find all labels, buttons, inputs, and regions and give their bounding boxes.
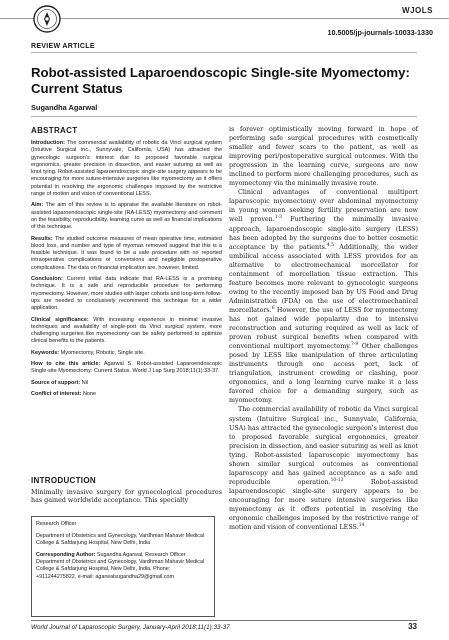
abstract-label: Introduction: (31, 140, 65, 146)
abstract-label: Results: (31, 235, 53, 242)
support-label: Source of support: (31, 379, 81, 386)
abstract-significance: With increasing experience in minimal invasive techniques and availability of single-port da Vinci surgical system, more challenging surgeries like myomectomy can be safely performed to optimize clinical benefits to the patients. (31, 316, 223, 345)
footer-rule (31, 620, 417, 621)
reference-marker[interactable]: 4,5 (326, 242, 335, 248)
keywords: Myomectomy, Robotic, Single site. (60, 349, 145, 356)
article-type: REVIEW ARTICLE (31, 43, 95, 50)
support-value: Nil (81, 379, 89, 386)
divider (31, 116, 417, 117)
abstract-results: The studied outcome measures of mean operative time, estimated blood loss, and number and type of myomas removed suggest that this is a feasible technique. It was found to be a safe procedure with no reported intraoperative complications or conversions and negligible postoperative complications. The data on financial implication are, however, limited. (31, 235, 222, 271)
reference-marker[interactable]: 1-3 (274, 215, 283, 221)
journal-tag: WJOLS (402, 6, 433, 15)
abstract-conclusion: Current initial data indicate that RA-LESS is a promising technique. It is a safe and reproducible procedure for performing myomectomy. However, more studies with larger cohorts and long-term follow-ups are needed to conclusively recommend this technique for a wider application. (31, 276, 223, 312)
right-column-text (229, 125, 418, 532)
abstract-body (31, 140, 222, 402)
corresponding-label: Corresponding Author: (36, 552, 96, 559)
abstract-aim: The aim of this review is to appraise the available literature on robot-assisted laparoendoscopic single-site (RA-LESS) myomectomy and comment on the feasibility, reproducibility, learning curve as well as financial implications of this technique. (31, 202, 222, 231)
introduction-text: Minimally invasive surgery for gynecological procedures has gained worldwide acceptance. This specialty (31, 489, 222, 505)
keywords-label: Keywords: (31, 349, 60, 356)
divider (31, 52, 417, 53)
footer-citation: World Journal of Laparoscopic Surgery, January-April 2018;11(1):33-37 (31, 624, 230, 631)
body-paragraph: is forever optimistically moving forward in hope of performing safe surgical procedures with cosmetically smaller and fewer scars to the patient, as well as improving peri/postoperative surgical outcomes. With the progression in the learning curve, surgeons are now inclined to perform more challenging procedures, such as myomectomy via the minimally invasive route. (229, 126, 418, 188)
author-department: Department of Obstetrics and Gynecology, Vardhman Mahavir Medical College & Safdarjung Hospital, New Delhi, India (36, 533, 205, 547)
reference-marker[interactable]: 14 (358, 522, 365, 528)
body-paragraph: The commercial availability of robotic da Vinci surgical system (Intuitive Surgical inc., Sunnyvale, California, USA) has attracted the gynecologic surgeon's interest due to proposed favorable surgical ergonomics, greater precision in dissection, and easier suturing as well as knot tying. Robot-assisted laparoscopic myomectomy has shown similar surgical outcomes as conventional laparoscopy and has gained acceptance as a safe and reproducible operation.$^{10-13}$ Robot-assisted laparoendoscopic single-site surgery appears to be encouraging for more suture intensive surgeries like myomectomy as it offers potential in resolving the ergonomic challenges imposed by the restrictive range of motion and vision of conventional LESS.$^{14}$ (229, 406, 418, 532)
conflict-label: Conflict of interest: (31, 390, 82, 397)
page-number: 33 (408, 622, 417, 631)
cite-label: How to cite this article: (31, 361, 101, 368)
doi-link[interactable]: 10.5005/jp-journals-10033-1330 (327, 28, 433, 37)
conflict-value: None (82, 390, 97, 397)
abstract-introduction: The commercial availability of robotic da Vinci surgical system (Intuitive Surgical inc., Sunnyvale, California, USA) has attracted the gynecologic surgeon's interest due to proposed favorable surgical ergonomics, greater precision in dissection, and easier suturing as well as knot tying. Robot-assisted laparoendoscopic single-site surgery appears to be encouraging for more suture-intensive surgeries like myomectomy as it offers potential in resolving the ergonomic challenges imposed by the restrictive range of motion and vision of conventional LESS. (31, 140, 222, 198)
article-title: Robot-assisted Laparoendoscopic Single-site Myomectomy: Current Status (31, 65, 410, 96)
citation: Agarwal S. Robot-assisted Laparoendoscopic Single-site Myomectomy: Current Status. World J Lap Surg 2018;11(1):33-37. (31, 361, 222, 375)
abstract-heading: ABSTRACT (31, 126, 78, 135)
abstract-label: Aim: (31, 202, 44, 209)
reference-marker[interactable]: 7-9 (350, 342, 359, 348)
abstract-label: Clinical significance: (31, 316, 89, 323)
reference-marker[interactable]: 6 (271, 305, 275, 311)
header-rule (0, 18, 449, 19)
author-role: Research Officer (36, 521, 77, 527)
introduction-heading: INTRODUCTION (31, 476, 96, 485)
affiliation-box (31, 516, 215, 617)
author-name: Sugandha Agarwal (31, 103, 98, 112)
journal-logo (32, 4, 62, 34)
reference-marker[interactable]: 10-13 (330, 477, 344, 483)
abstract-label: Conclusion: (31, 276, 63, 283)
corresponding-details: Sugandha Agarwal, Research Officer Department of Obstetrics and Gynecology, Vardhman Mahavir Medical College & Safdarjung Hospital, New Delhi, India, Phone: +911244275822, e-mail: agarwalsugandha29@gmail.com (36, 552, 205, 580)
body-paragraph: Clinical advantages of conventional multiport laparoscopic myomectomy over abdominal myomectomy in young women seeking fertility preservation are now well proven.$^{1-3}$ Furthering the minimally invasive approach, laparoendoscopic single-site surgery (LESS) has been adopted by the surgeons due to better cosmetic acceptance by the patients.$^{4,5}$ Additionally, the wider umbilical access associated with LESS provides for an alternative to electromechanical morcellator for containment of morcellation tissue extraction. This feature becomes more relevant to gynecologic surgeons owing to the recently imposed ban by US Food and Drug Administration (FDA) on the use of electromechanical morcellators.$^6$ However, the use of LESS for myomectomy has not gained wide popularity due to intensive reconstruction and suturing required as well as lack of proven robust surgical benefits when compared with conventional multiport myomectomy.$^{7-9}$ Other challenges posed by LESS like manipulation of three articulating instruments through one access port, lack of triangulation, instrument crowding or clashing, poor ergonomics, and a long learning curve make it a less favored choice for a demanding surgery, such as myomectomy. (229, 189, 419, 405)
